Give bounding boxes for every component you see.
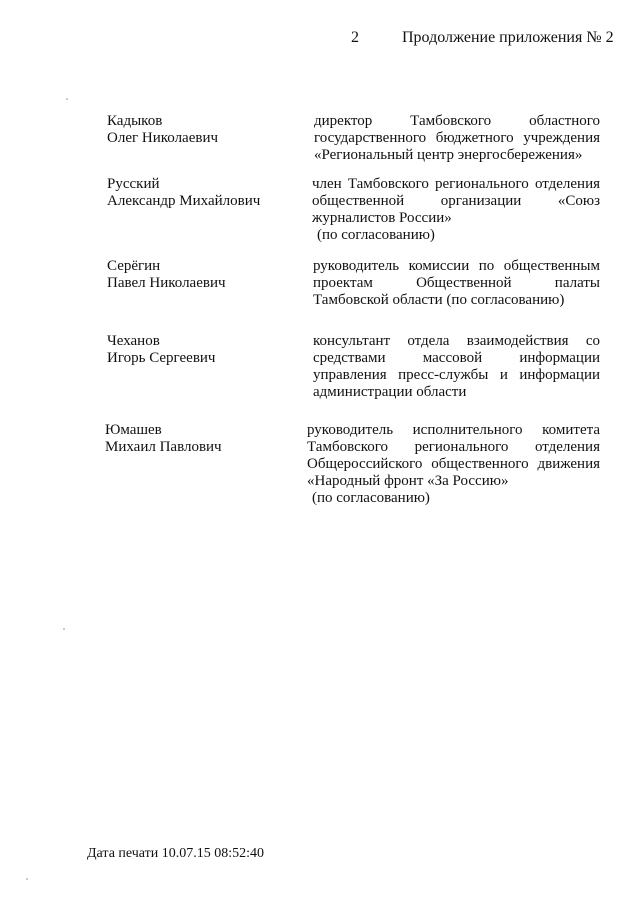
role-line: (по согласованию)	[312, 490, 430, 506]
role-line: «Региональный центр энергосбережения»	[314, 147, 583, 163]
page-number: 2	[351, 29, 359, 46]
member-surname: Серёгин	[107, 258, 161, 274]
member-given-names: Павел Николаевич	[107, 275, 226, 291]
member-surname: Юмашев	[105, 422, 162, 438]
member-name	[107, 176, 297, 210]
member-given-names: Александр Михайлович	[107, 193, 261, 209]
role-line: государственного бюджетного учреждения	[314, 130, 600, 146]
role-line: Тамбовского регионального отделения	[307, 439, 600, 455]
member-role	[313, 333, 600, 401]
print-date: Дата печати 10.07.15 08:52:40	[87, 846, 265, 861]
scan-speck	[63, 628, 65, 630]
role-line: управления пресс-службы и информации	[313, 367, 600, 383]
member-role	[313, 258, 600, 309]
member-role	[312, 176, 600, 244]
member-name	[107, 113, 297, 147]
member-name	[105, 422, 295, 456]
role-line: (по согласованию)	[317, 227, 435, 243]
member-name	[107, 333, 297, 367]
role-line: Тамбовской области (по согласованию)	[313, 292, 565, 308]
member-given-names: Олег Николаевич	[107, 130, 219, 146]
role-line: проектам Общественной палаты	[313, 275, 600, 291]
role-line: общественной организации «Союз	[312, 193, 600, 209]
role-line: руководитель комиссии по общественным	[313, 258, 600, 274]
member-given-names: Игорь Сергеевич	[107, 350, 216, 366]
role-line: член Тамбовского регионального отделения	[312, 176, 600, 192]
member-surname: Русский	[107, 176, 160, 192]
appendix-label: Продолжение приложения № 2	[402, 29, 614, 46]
role-line: консультант отдела взаимодействия со	[313, 333, 600, 349]
role-line: журналистов России»	[312, 210, 452, 226]
page-header	[0, 29, 640, 49]
member-surname: Чеханов	[107, 333, 160, 349]
member-given-names: Михаил Павлович	[105, 439, 222, 455]
scan-speck	[66, 98, 68, 100]
member-name	[107, 258, 297, 292]
scan-speck	[26, 878, 28, 880]
role-line: «Народный фронт «За Россию»	[307, 473, 509, 489]
role-line: средствами массовой информации	[313, 350, 600, 366]
role-line: Общероссийского общественного движения	[307, 456, 600, 472]
member-role	[307, 422, 600, 507]
member-role	[314, 113, 600, 164]
role-line: директор Тамбовского областного	[314, 113, 600, 129]
member-surname: Кадыков	[107, 113, 163, 129]
role-line: администрации области	[313, 384, 467, 400]
role-line: руководитель исполнительного комитета	[307, 422, 600, 438]
